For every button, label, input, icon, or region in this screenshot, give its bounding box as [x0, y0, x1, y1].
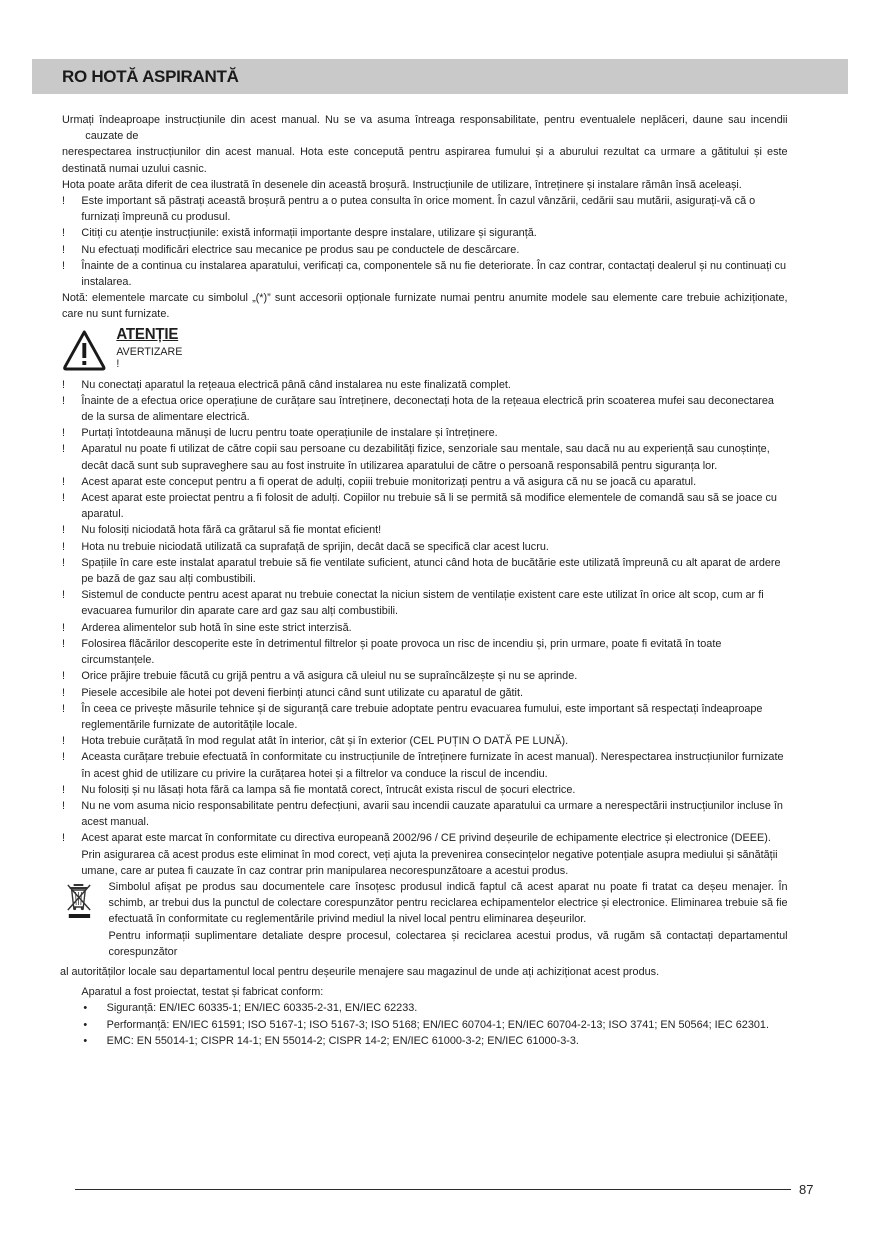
- list-item: ! În ceea ce privește măsurile tehnice și de siguranță care trebuie adoptate pentru evacuarea fumului, este important să respectați îndeaproape reglementările furnizate de autoritățile locale.: [62, 702, 763, 731]
- certification-item: • EMC: EN 55014-1; CISPR 14-1; EN 55014-2; CISPR 14-2; EN/IEC 61000-3-2; EN/IEC 61000-3-3.: [83, 1034, 579, 1047]
- list-item: ! Arderea alimentelor sub hotă în sine este strict interzisă.: [62, 621, 352, 634]
- list-item: ! Citiți cu atenție instrucțiunile: există informații importante despre instalare, utilizare și siguranță.: [62, 227, 537, 240]
- list-item: ! Nu ne vom asuma nicio responsabilitate pentru defecțiuni, avarii sau incendii cauzate aparatului ca urmare a nerespectării instrucțiunilor incluse în acest manual.: [62, 799, 783, 829]
- list-item: ! Folosirea flăcărilor descoperite este în detrimentul filtrelor și poate provoca un risc de incendiu și, prin urmare, poate fi evitată în toate circumstanțele.: [62, 637, 722, 667]
- certification-item: • Siguranță: EN/IEC 60335-1; EN/IEC 60335-2-31, EN/IEC 62233.: [83, 1002, 418, 1015]
- list-item: ! Spațiile în care este instalat aparatul trebuie să fie ventilate suficient, atunci când hota de bucătărie este utilizată împreună cu alt aparat de ardere pe bază de gaz sau alți combustibili.: [62, 556, 781, 586]
- list-item: ! Sistemul de conducte pentru acest aparat nu trebuie conectat la niciun sistem de ventilație existent care este utilizat în orice alt scop, cum ar fi evacuarea fumurilor din aparate care ard gaz sau alți combustibili.: [62, 589, 764, 618]
- intro-paragraph: Hota poate arăta diferit de cea ilustrată în desenele din această broșură. Instrucțiunile de utilizare, întreținere și instalare rămân însă aceleași.: [62, 178, 742, 191]
- certification-intro: Aparatul a fost proiectat, testat și fabricat conform:: [81, 986, 324, 999]
- warning-triangle-icon: [62, 329, 107, 371]
- list-item: ! Purtați întotdeauna mănuși de lucru pentru toate operațiunile de instalare și întreținere.: [62, 427, 498, 440]
- list-item: ! Aparatul nu poate fi utilizat de către copii sau persoane cu dezabilități fizice, senzoriale sau mentale, sau dacă nu au experiență sau cunoștințe, decât dacă sunt sub supraveghere sau au fost instruite în utilizarea aparatului de către o persoană responsabilă pentru siguranța lor.: [62, 443, 770, 472]
- list-item: ! Nu folosiți niciodată hota fără ca grătarul să fie montat eficient!: [62, 524, 382, 537]
- warnings-list: [62, 377, 788, 879]
- page-number: 87: [799, 1182, 814, 1197]
- certification-block: [62, 984, 788, 1049]
- weee-block: [62, 879, 788, 960]
- list-item: ! Hota nu trebuie niciodată utilizată ca suprafață de sprijin, decât dacă se specifică clar acest lucru.: [62, 540, 549, 553]
- weee-paragraph: Simbolul afișat pe produs sau documentele care însoțesc produsul indică faptul că acest aparat nu poate fi tratat ca deșeu menajer. În schimb, ar trebui dus la punctul de colectare corespunzător pentru reciclarea echipamentelor electrice și electronice. Eliminarea trebuie să fie efectuată în conformitate cu reglementările privind mediul la nivel local pentru eliminarea deșeurilor.: [108, 880, 788, 926]
- list-item: ! Acest aparat este conceput pentru a fi operat de adulți, copiii trebuie monitorizați pentru a vă asigura că nu se joacă cu aparatul.: [62, 475, 697, 488]
- attention-title: ATENȚIE: [116, 325, 179, 343]
- certification-item: • Performanță: EN/IEC 61591; ISO 5167-1; ISO 5167-3; ISO 5168; EN/IEC 60704-1; EN/IEC 60704-2-13; ISO 3741; EN 50564; IEC 62301.: [83, 1018, 769, 1031]
- list-item: ! Piesele accesibile ale hotei pot deveni fierbinți atunci când sunt utilizate cu aparatul de gătit.: [62, 686, 523, 699]
- list-item: ! Înainte de a efectua orice operațiune de curățare sau întreținere, deconectați hota de la rețeaua electrică prin scoaterea mufei sau deconectarea de la sursa de alimentare electrică.: [62, 394, 774, 424]
- attention-block: [62, 327, 788, 377]
- crossed-bin-icon: [64, 881, 95, 919]
- page-title: RO HOTĂ ASPIRANTĂ: [62, 67, 239, 86]
- list-item: ! Nu conectați aparatul la rețeaua electrică până când instalarea nu este finalizată complet.: [62, 378, 511, 391]
- weee-tail-paragraph: al autorităților locale sau departamentul local pentru deșeurile menajere sau magazinul de unde ați achiziționat acest produs.: [60, 965, 660, 978]
- manual-content: [62, 112, 788, 1049]
- list-item: ! Nu folosiți și nu lăsați hota fără ca lampa să fie montată corect, întrucât exista riscul de șocuri electrice.: [62, 783, 576, 796]
- intro-paragraph: Urmați îndeaproape instrucțiunile din acest manual. Nu se va asuma întreaga responsabilitate, pentru eventualele neplăceri, daune sau incendii cauzate de: [62, 114, 788, 143]
- section-header-bar: [32, 59, 848, 94]
- list-item: ! Hota trebuie curățată în mod regulat atât în interior, cât și în exterior (CEL PUȚIN O DATĂ PE LUNĂ).: [62, 735, 569, 748]
- list-item: ! Aceasta curățare trebuie efectuată în conformitate cu instrucțiunile de întreținere furnizate în acest manual). Nerespectarea instrucțiunilor furnizate în acest ghid de utilizare cu privire la curățarea hotei și a filtrelor va conduce la riscul de incendiu.: [62, 751, 784, 780]
- note-paragraph: Notă: elementele marcate cu simbolul „(*)” sunt accesorii opționale furnizate numai pentru anumite modele sau elemente care trebuie achiziționate, care nu sunt furnizate.: [62, 292, 788, 321]
- intro-list: [62, 193, 788, 290]
- weee-paragraph: Pentru informații suplimentare detaliate despre procesul, colectarea și reciclarea acestui produs, vă rugăm să contactați departamentul corespunzător: [108, 929, 788, 958]
- footer-rule: [75, 1189, 791, 1190]
- list-item: ! Nu efectuați modificări electrice sau mecanice pe produs sau pe conductele de descărcare.: [62, 243, 520, 256]
- attention-subtitle: AVERTIZARE !: [116, 345, 183, 370]
- list-item: ! Acest aparat este marcat în conformitate cu directiva europeană 2002/96 / CE privind deșeurile de echipamente electrice și electronice (DEEE). Prin asigurarea că acest produs este eliminat în mod corect, veți ajuta la prevenirea consecințelor negative potențiale asupra mediului și sănătății umane, care ar putea fi cauzate în caz contrar prin manipularea necorespunzătoare a acestui produs.: [62, 832, 778, 877]
- list-item: ! Înainte de a continua cu instalarea aparatului, verificați ca, componentele să nu fie deteriorate. În caz contrar, contactați dealerul și nu continuați cu instalarea.: [62, 259, 786, 289]
- intro-paragraph: nerespectarea instrucțiunilor din acest manual. Hota este concepută pentru aspirarea fumului și a aburului rezultat ca urmare a gătitului și este destinată numai uzului casnic.: [62, 146, 788, 175]
- list-item: ! Este important să păstrați această broșură pentru a o putea consulta în orice moment. În cazul vânzării, cedării sau mutării, asigurați-vă că o furnizați împreună cu produsul.: [62, 195, 756, 224]
- list-item: ! Acest aparat este proiectat pentru a fi folosit de adulți. Copiilor nu trebuie să li se permită să modifice elementele de comandă sau să se joace cu aparatul.: [62, 492, 777, 521]
- list-item: ! Orice prăjire trebuie făcută cu grijă pentru a vă asigura că uleiul nu se supraîncălzește și nu se aprinde.: [62, 670, 578, 683]
